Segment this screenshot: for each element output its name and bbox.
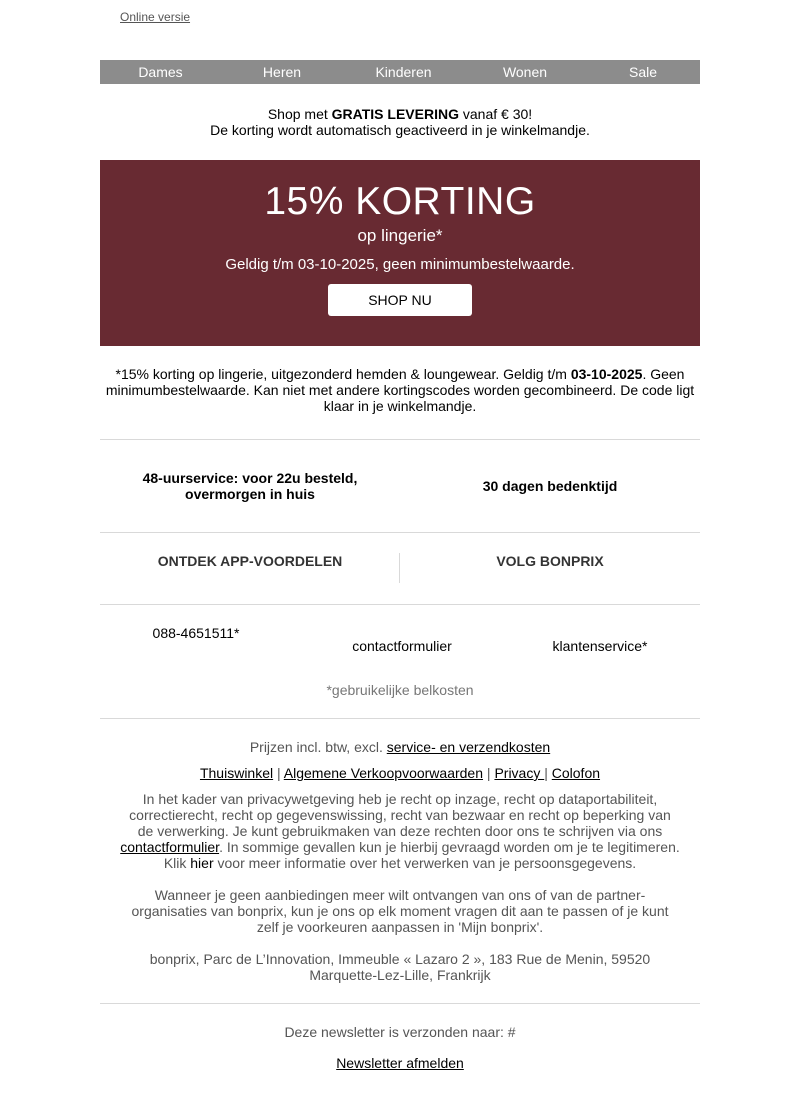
promo-headline: 15% KORTING xyxy=(264,180,536,223)
shop-now-button[interactable]: SHOP NU xyxy=(328,284,472,316)
phone-link[interactable]: 088-4651511* xyxy=(152,625,240,641)
privacy-link[interactable]: Privacy xyxy=(494,765,545,781)
optout-statement: Wanneer je geen aanbiedingen meer wilt ontvangen van ons of van de partner-organisaties van bonprix, kun je ons op elk moment vragen dit aan te passen of je kunt zelf je voorkeuren aanpassen in 'Mijn bonprix'. xyxy=(131,887,669,935)
main-nav xyxy=(100,60,700,84)
customer-service-link[interactable]: klantenservice* xyxy=(552,638,648,654)
nav-item-heren[interactable]: Heren xyxy=(262,64,302,80)
shipping-line-1: Shop met GRATIS LEVERING vanaf € 30! xyxy=(267,106,533,122)
divider xyxy=(100,532,700,533)
nav-item-sale[interactable]: Sale xyxy=(628,64,658,80)
follow-bonprix-link[interactable]: VOLG BONPRIX xyxy=(496,553,604,569)
nav-item-wonen[interactable]: Wonen xyxy=(502,64,548,80)
nav-item-dames[interactable]: Dames xyxy=(138,64,183,80)
divider xyxy=(100,439,700,440)
usp-delivery: 48-uurservice: voor 22u besteld, overmorgen in huis xyxy=(142,470,358,502)
privacy-contact-form-link[interactable]: contactformulier xyxy=(120,839,220,855)
sent-to-note: Deze newsletter is verzonden naar: # xyxy=(284,1024,516,1040)
usp-return-period: 30 dagen bedenktijd xyxy=(482,478,618,494)
divider xyxy=(100,604,700,605)
disclaimer-date: 03-10-2025 xyxy=(570,366,643,382)
unsubscribe-row xyxy=(120,1055,680,1071)
divider xyxy=(100,1003,700,1004)
company-address: bonprix, Parc de L’Innovation, Immeuble « Lazaro 2 », 183 Rue de Menin, 59520 Marquette-Lez-Lille, Frankrijk xyxy=(149,951,651,983)
legal-links: Thuiswinkel | Algemene Verkoopvoorwaarden | Privacy | Colofon xyxy=(199,765,601,781)
privacy-info-link[interactable]: hier xyxy=(190,855,214,871)
contact-form-link[interactable]: contactformulier xyxy=(352,638,452,654)
promo-banner[interactable] xyxy=(100,160,700,346)
shipping-banner xyxy=(100,106,700,138)
thuiswinkel-link[interactable]: Thuiswinkel xyxy=(199,765,274,781)
privacy-statement: In het kader van privacywetgeving heb je recht op inzage, recht op dataportabiliteit, correctierecht, recht op gegevenswissing, recht van bezwaar en recht op beperking van de verwerking. Je kunt gebruikmaken van deze rechten door ons te schrijven via ons contactformulier. In sommige gevallen kun je hierbij gevraagd worden om je te legitimeren. Klik hier voor meer informatie over het verwerken van je persoonsgegevens. xyxy=(120,791,680,871)
shipping-costs-link[interactable]: service- en verzendkosten xyxy=(386,739,551,755)
app-benefits-link[interactable]: ONTDEK APP-VOORDELEN xyxy=(157,553,343,569)
terms-link[interactable]: Algemene Verkoopvoorwaarden xyxy=(283,765,484,781)
colofon-link[interactable]: Colofon xyxy=(551,765,601,781)
promo-subline: op lingerie* xyxy=(357,226,443,245)
nav-item-kinderen[interactable]: Kinderen xyxy=(375,64,432,80)
online-version-link[interactable]: Online versie xyxy=(120,10,191,24)
shipping-line-2: De korting wordt automatisch geactiveerd in je winkelmandje. xyxy=(210,122,590,138)
promo-disclaimer: *15% korting op lingerie, uitgezonderd hemden & loungewear. Geldig t/m 03-10-2025. Geen minimumbestelwaarde. Kan niet met andere kortingscodes worden gecombineerd. De code ligt klaar in je winkelmandje. xyxy=(105,366,695,414)
promo-validity: Geldig t/m 03-10-2025, geen minimumbestelwaarde. xyxy=(225,256,575,273)
divider xyxy=(100,718,700,719)
call-costs-note: *gebruikelijke belkosten xyxy=(326,682,474,698)
free-delivery-label: GRATIS LEVERING xyxy=(331,106,459,122)
prices-note: Prijzen incl. btw, excl. service- en verzendkosten xyxy=(249,739,551,755)
unsubscribe-link[interactable]: Newsletter afmelden xyxy=(336,1055,464,1071)
